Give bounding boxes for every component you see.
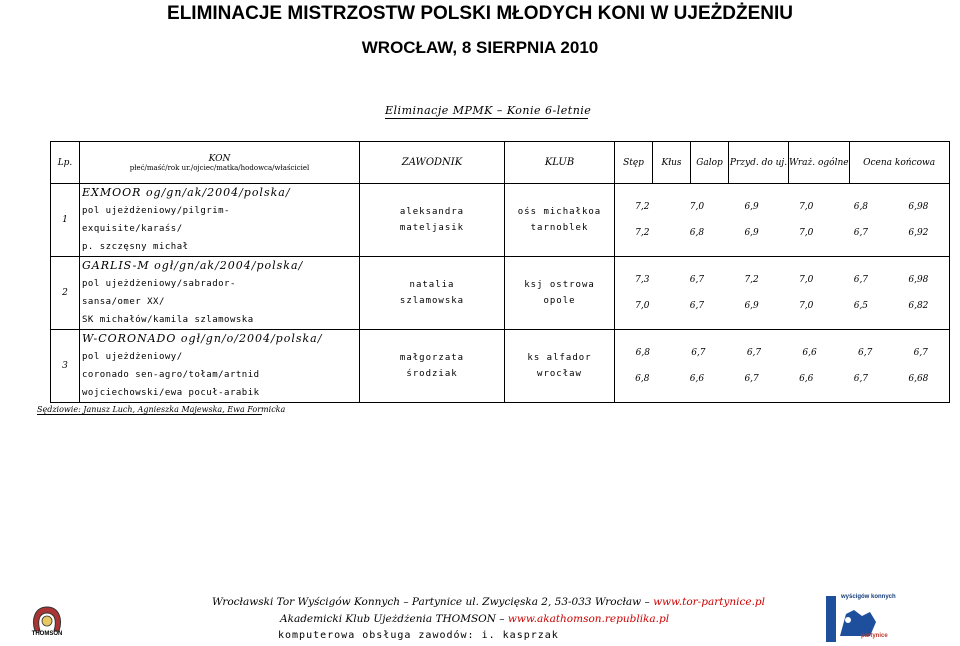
row-lp: 3	[51, 330, 80, 403]
club-name: ośs michałkoa	[517, 207, 602, 217]
club-city: tarnoblek	[530, 223, 589, 233]
score: 6,98	[908, 202, 929, 212]
score: 6,7	[689, 275, 705, 285]
score: 6,7	[858, 348, 873, 358]
score-row-b	[615, 374, 949, 384]
score: 6,7	[744, 374, 759, 384]
club-name: ksj ostrowa	[524, 280, 595, 290]
scores-cell	[615, 257, 950, 330]
score: 7,2	[635, 228, 650, 238]
header-score-4: Przyd. do uj.	[729, 142, 789, 184]
score: 6,7	[746, 348, 762, 358]
page-subtitle: WROCŁAW, 8 SIERPNIA 2010	[361, 38, 599, 57]
row-lp: 1	[51, 184, 80, 257]
logo-right-title: wyścigów konnych	[841, 594, 896, 600]
header-rider: ZAWODNIK	[360, 142, 505, 184]
header-horse-sub: płeć/maść/rok ur./ojciec/matka/hodowca/właściciel	[129, 163, 310, 172]
track-logo-label	[827, 594, 896, 640]
header-score-5: Wraż. ogólne	[789, 142, 850, 184]
score: 7,0	[799, 202, 814, 212]
score: 7,0	[635, 301, 650, 311]
score-row-b	[615, 228, 949, 238]
horse-line: exquisite/karaśs/	[82, 224, 183, 234]
table-row	[51, 257, 950, 330]
horse-line: sansa/omer XX/	[82, 297, 165, 307]
score: 6,8	[635, 374, 650, 384]
score: 6,98	[908, 275, 929, 285]
logo-left-label: THOMSON	[31, 631, 63, 637]
score-row-b	[615, 301, 949, 311]
rider-first-name: aleksandra	[399, 207, 465, 217]
horse-line: SK michałów/kamila szlamowska	[82, 315, 254, 325]
score: 6,9	[744, 301, 759, 311]
score: 6,7	[691, 348, 706, 358]
table-row	[51, 330, 950, 403]
score: 6,7	[853, 228, 869, 238]
header-score-6: Ocena końcowa	[849, 142, 949, 184]
score: 6,6	[799, 374, 814, 384]
header-score-2: Kłus	[653, 142, 691, 184]
competition-name: Eliminacje MPMK – Konie 6-letnie	[385, 104, 592, 117]
rider-first-name: natalia	[409, 280, 455, 290]
header-lp: Lp.	[51, 142, 80, 184]
score: 6,8	[635, 348, 650, 358]
score: 6,9	[744, 202, 759, 212]
score: 7,3	[635, 275, 650, 285]
score: 6,68	[908, 374, 929, 384]
club-city: opole	[543, 296, 576, 306]
club-cell	[505, 257, 615, 330]
score: 6,7	[913, 348, 928, 358]
rider-last-name: mateljasik	[399, 223, 465, 233]
rider-last-name: środziak	[406, 369, 458, 379]
rider-cell	[360, 257, 505, 330]
footer-line-2	[280, 613, 669, 625]
club-cell	[505, 184, 615, 257]
header-club: KLUB	[505, 142, 615, 184]
score-row-a	[615, 348, 949, 358]
score: 6,8	[853, 202, 869, 212]
score: 6,82	[908, 301, 929, 311]
rider-first-name: małgorzata	[399, 353, 465, 363]
horse-line: pol ujeżdżeniowy/pilgrim-	[82, 206, 230, 216]
horse-line: GARLIS-M ogł/gn/ak/2004/polska/	[82, 259, 304, 272]
table-row	[51, 184, 950, 257]
footer-link-tor[interactable]: www.tor-partynice.pl	[653, 596, 766, 608]
score: 6,5	[853, 301, 869, 311]
rider-cell	[360, 330, 505, 403]
footer-address: Wrocławski Tor Wyścigów Konnych – Partynice ul. Zwycięska 2, 53-033 Wrocław –	[212, 596, 654, 608]
horse-line: wojciechowski/ewa pocuł-arabik	[82, 388, 260, 398]
rider-cell	[360, 184, 505, 257]
horse-cell	[80, 257, 360, 330]
score: 6,9	[744, 228, 759, 238]
score: 7,0	[799, 301, 814, 311]
score: 6,8	[689, 228, 705, 238]
logo-right-sub: partynice	[861, 633, 888, 639]
score: 6,6	[689, 374, 705, 384]
header-score-3: Galop	[691, 142, 729, 184]
score: 6,7	[689, 301, 705, 311]
score: 6,6	[802, 348, 817, 358]
horse-line: pol ujeżdżeniowy/	[82, 352, 183, 362]
divider	[385, 118, 588, 119]
scores-cell	[615, 184, 950, 257]
horse-line: W-CORONADO ogł/gn/o/2004/polska/	[82, 332, 323, 345]
results-table	[50, 141, 950, 403]
table-header-row	[51, 142, 950, 184]
horse-line: pol ujeżdżeniowy/sabrador-	[82, 279, 236, 289]
header-horse-label: KOŃ	[208, 153, 231, 164]
row-lp: 2	[51, 257, 80, 330]
horse-line: p. szczęsny michał	[82, 242, 189, 252]
footer-line-1	[212, 596, 765, 608]
footer-line-3: komputerowa obsługa zawodów: i. kasprzak	[278, 630, 559, 641]
score-row-a	[615, 202, 949, 212]
judges-list: Sędziowie: Janusz Luch, Agnieszka Majewska, Ewa Formicka	[37, 405, 286, 414]
divider	[37, 414, 262, 415]
club-name: ks alfador	[527, 353, 592, 363]
score: 6,7	[853, 374, 869, 384]
horse-line: coronado sen-agro/tołam/artnid	[82, 370, 260, 380]
score: 7,2	[744, 275, 759, 285]
scores-cell	[615, 330, 950, 403]
horse-cell	[80, 184, 360, 257]
horse-line: EXMOOR og/gn/ak/2004/polska/	[82, 186, 291, 199]
score: 7,0	[689, 202, 705, 212]
horse-cell	[80, 330, 360, 403]
score: 7,2	[635, 202, 650, 212]
score: 6,7	[853, 275, 869, 285]
club-city: wrocław	[537, 369, 582, 379]
header-horse	[80, 142, 360, 184]
footer-link-club[interactable]: www.akathomson.republika.pl	[507, 613, 670, 625]
score: 7,0	[799, 228, 814, 238]
score: 7,0	[799, 275, 814, 285]
score: 6,92	[908, 228, 929, 238]
score-row-a	[615, 275, 949, 285]
club-cell	[505, 330, 615, 403]
header-score-1: Stęp	[615, 142, 653, 184]
footer-club: Akademicki Klub Ujeżdżenia THOMSON –	[280, 613, 508, 625]
page-title: ELIMINACJE MISTRZOSTW POLSKI MŁODYCH KONI W UJEŻDŻENIU	[167, 3, 793, 24]
rider-last-name: szlamowska	[399, 296, 465, 306]
